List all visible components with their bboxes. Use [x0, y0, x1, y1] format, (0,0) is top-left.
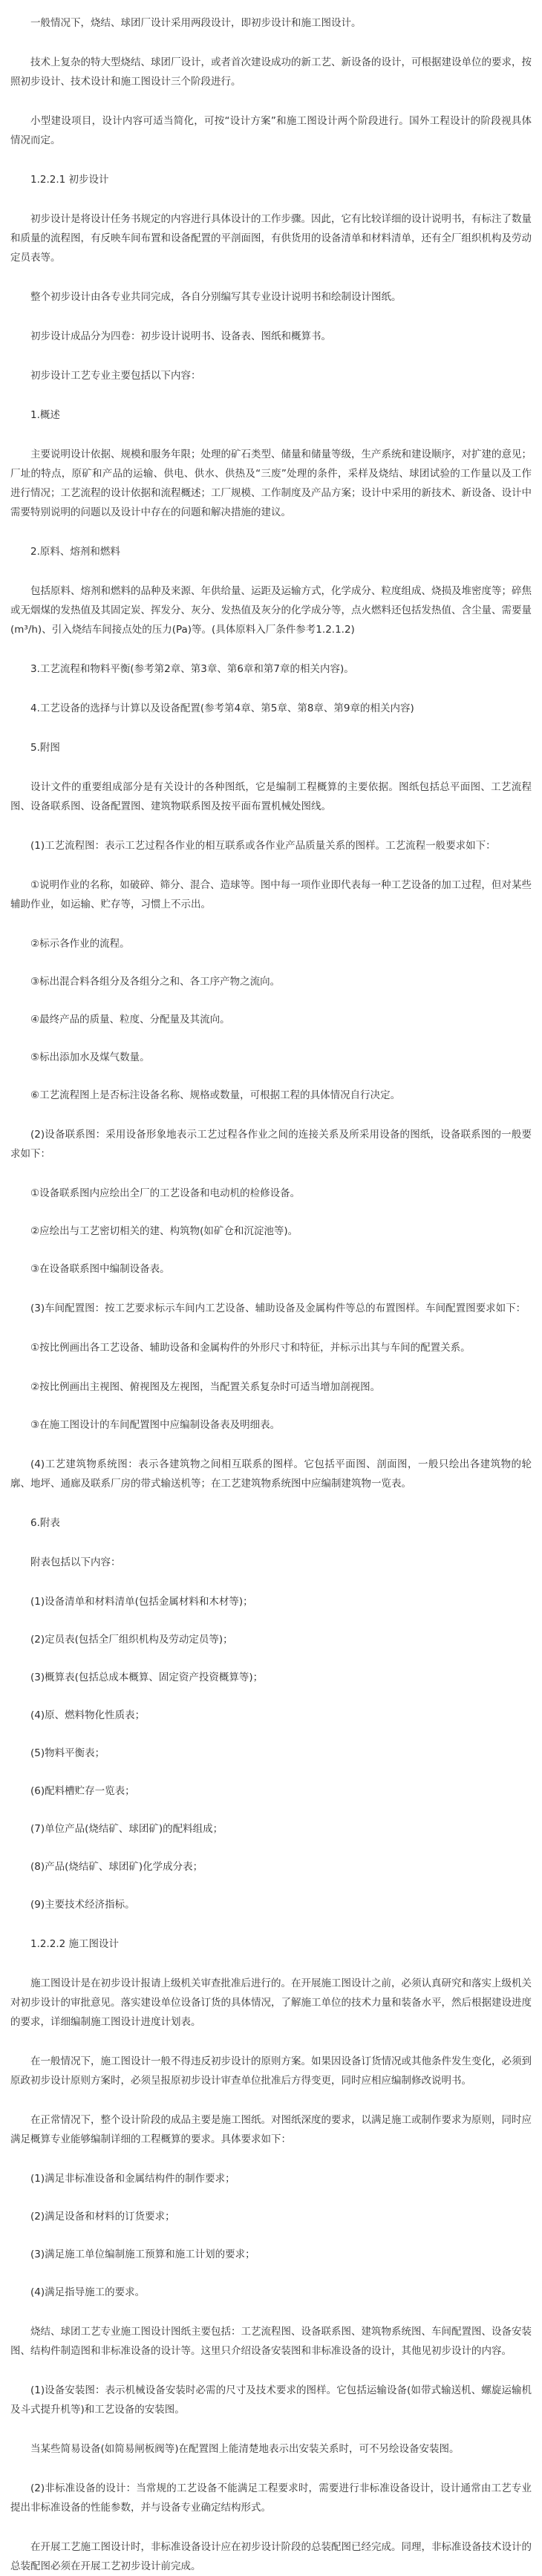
list-item-flowsheet-4: ④最终产品的质量、粒度、分配量及其流向。 — [30, 1014, 230, 1025]
list-item-flowsheet-1: ①说明作业的名称，如破碎、筛分、混合、造球等。图中每一项作业即代表每一种工艺设备的加工过程，但对某些辅助作业，如运输、贮存等，习惯上不示出。 — [10, 879, 532, 910]
list-item-layout-1: ①按比例画出各工艺设备、辅助设备和金属构件的外形尺寸和特征，并标示出其与车间的配置关系。 — [30, 1342, 471, 1354]
paragraph-small-projects: 小型建设项目，设计内容可适当简化，可按“设计方案”和施工图设计两个阶段进行。国外工程设计的阶段视具体情况而定。 — [10, 115, 532, 146]
paragraph-appendix-intro: 附表包括以下内容： — [30, 1556, 121, 1568]
paragraph-three-stage: 技术上复杂的特大型烧结、球团厂设计，或者首次建设成功的新工艺、新设备的设计，可根据建设单位的要求，按照初步设计、技术设计和施工图设计三个阶段进行。 — [10, 56, 532, 88]
list-item-flowsheet-2: ②标示各作业的流程。 — [30, 938, 130, 950]
paragraph-construction-intro: 施工图设计是在初步设计报请上级机关审查批准后进行的。在开展施工图设计之前，必须认真研究和落实上级机关对初步设计的审批意见。落实建设单位设备订货的具体情况，了解施工单位的技术力量和装备水平，然后根据建设进度的要求，详细编制施工图设计进度计划表。 — [10, 1977, 532, 2028]
list-item-flowsheet-3: ③标出混合料各组分及各组分之和、各工序产物之流向。 — [30, 976, 281, 988]
paragraph-overview: 主要说明设计依据、规模和服务年限；处理的矿石类型、储量和储量等级，生产系统和建设顺序，对扩建的意见；厂址的特点，原矿和产品的运输、供电、供水、供热及“三废”处理的条件，采样及烧结、球团试验的工作量以及工作进行情况；工艺流程的设计依据和流程概述；工厂规模、工作制度及产品方案；设计中采用的新技术、新设备、设计中需要特别说明的问题以及设计中存在的问题和解决措施的建议。 — [10, 449, 532, 518]
paragraph-equipment-diagram: (2)设备联系图：采用设备形象地表示工艺过程各作业之间的连接关系及所采用设备的图纸，设备联系图的一般要求如下： — [10, 1129, 532, 1160]
subheading-drawings: 5.附图 — [30, 742, 60, 754]
list-item-equipment-2: ②应绘出与工艺密切相关的建、构筑物(如矿仓和沉淀池等)。 — [30, 1225, 298, 1237]
paragraph-construction-changes: 在一般情况下，施工图设计一般不得违反初步设计的原则方案。如果因设备订货情况或其他条件发生变化，必须到原政初步设计原则方案时，必须呈报原初步设计审查单位批准后方得变更，同时应相应编制修改说明书。 — [10, 2055, 532, 2087]
list-item-requirement-2: (2)满足设备和材料的订货要求； — [30, 2211, 175, 2223]
paragraph-preliminary-definition: 初步设计是将设计任务书规定的内容进行具体设计的工作步骤。因此，它有比较详细的设计说明书，有标注了数量和质量的流程图，有反映车间布置和设备配置的平剖面图，有供货用的设备清单和材料清单，还有全厂组织机构及劳动定员表等。 — [10, 213, 532, 264]
paragraph-design-stages: 一般情况下，烧结、球团厂设计采用两段设计，即初步设计和施工图设计。 — [30, 17, 362, 29]
list-item-appendix-1: (1)设备清单和材料清单(包括金属材料和木材等)； — [30, 1596, 253, 1608]
paragraph-drawings-intro: 设计文件的重要组成部分是有关设计的各种图纸，它是编制工程概算的主要依据。图纸包括总平面图、工艺流程图、设备联系图、设备配置图、建筑物联系图及按平面布置机械处图线。 — [10, 781, 532, 812]
paragraph-layout-drawing: (3)车间配置图：按工艺要求标示车间内工艺设备、辅助设备及金属构件等总的布置图样。车间配置图要求如下： — [30, 1302, 526, 1314]
list-item-appendix-8: (8)产品(烧结矿、球团矿)化学成分表； — [30, 1861, 203, 1873]
list-item-flowsheet-6: ⑥工艺流程图上是否标注设备名称、规格或数量，可根据工程的具体情况自行决定。 — [30, 1089, 401, 1101]
subheading-equipment-selection: 4.工艺设备的选择与计算以及设备配置(参考第4章、第5章、第8章、第9章的相关内容) — [30, 702, 414, 714]
paragraph-nonstandard-equipment: (2)非标准设备的设计：当常规的工艺设备不能满足工程要求时，需要进行非标准设备设计，设计通常由工艺专业提出非标准设备的性能参数，并与设备专业确定结构形式。 — [10, 2482, 532, 2514]
subheading-process-flow: 3.工艺流程和物料平衡(参考第2章、第3章、第6章和第7章的相关内容)。 — [30, 663, 354, 675]
paragraph-preliminary-volumes: 初步设计成品分为四卷：初步设计说明书、设备表、图纸和概算书。 — [30, 330, 331, 342]
paragraph-construction-drawings: 烧结、球团工艺专业施工图设计图纸主要包括：工艺流程图、设备联系图、建筑物系统图、车间配置图、设备安装图、结构件制造图和非标准设备的设计等。这里只介绍设备安装图和非标准设备的设计，其他见初步设计的内容。 — [10, 2326, 532, 2357]
paragraph-raw-materials: 包括原料、熔剂和燃料的品种及来源、年供给量、运距及运输方式，化学成分、粒度组成、烧损及堆密度等；碎焦或无烟煤的发热值及其固定炭、挥发分、灰分、发热值及灰分的化学成分等，点火燃料还包括发热值、含尘量、需要量(m³/h)、引入烧结车间接点处的压力(Pa)等。(具体原料入厂条件参考1.2.1.2) — [10, 585, 532, 636]
paragraph-simple-equipment: 当某些简易设备(如简易闸板阀等)在配置图上能清楚地表示出安装关系时，可不另绘设备安装图。 — [30, 2443, 460, 2455]
section-heading-preliminary-design: 1.2.2.1 初步设计 — [30, 174, 109, 186]
list-item-equipment-3: ③在设备联系图中编制设备表。 — [30, 1263, 170, 1275]
subheading-raw-materials: 2.原料、熔剂和燃料 — [30, 546, 120, 558]
list-item-appendix-4: (4)原、燃料物化性质表； — [30, 1709, 146, 1721]
list-item-appendix-9: (9)主要技术经济指标。 — [30, 1899, 135, 1911]
paragraph-preliminary-specialties: 整个初步设计由各专业共同完成，各自分别编写其专业设计说明书和绘制设计图纸。 — [30, 291, 402, 303]
section-heading-construction-drawing: 1.2.2.2 施工图设计 — [30, 1938, 120, 1950]
list-item-layout-2: ②按比例画出主视图、俯视图及左视图，当配置关系复杂时可适当增加剖视图。 — [30, 1381, 381, 1393]
subheading-overview: 1.概述 — [30, 409, 60, 421]
list-item-requirement-1: (1)满足非标准设备和金属结构件的制作要求； — [30, 2173, 235, 2185]
paragraph-building-system: (4)工艺建筑物系统图：表示各建筑物之间相互联系的图样。它包括平面图、剖面图，一般只绘出各建筑物的轮廓、地坪、通廊及联系厂房的带式输送机等；在工艺建筑物系统图中应编制建筑物一览表。 — [10, 1458, 532, 1490]
paragraph-flowsheet: (1)工艺流程图：表示工艺过程各作业的相互联系或各作业产品质量关系的图样。工艺流程一般要求如下： — [30, 840, 496, 852]
list-item-appendix-3: (3)概算表(包括总成本概算、固定资产投资概算等)； — [30, 1672, 264, 1683]
list-item-flowsheet-5: ⑤标出添加水及煤气数量。 — [30, 1051, 150, 1063]
list-item-layout-3: ③在施工图设计的车间配置图中应编制设备表及明细表。 — [30, 1419, 281, 1431]
paragraph-installation-drawing: (1)设备安装图：表示机械设备安装时必需的尺寸及技术要求的图样。它包括运输设备(如带式输送机、螺旋运输机及斗式提升机等)和工艺设备的安装图。 — [10, 2384, 532, 2416]
list-item-appendix-5: (5)物料平衡表； — [30, 1747, 105, 1759]
list-item-appendix-6: (6)配料槽贮存一览表； — [30, 1785, 135, 1797]
list-item-requirement-4: (4)满足指导施工的要求。 — [30, 2286, 146, 2298]
subheading-appendix-tables: 6.附表 — [30, 1517, 60, 1529]
list-item-requirement-3: (3)满足施工单位编制施工预算和施工计划的要求； — [30, 2249, 255, 2260]
paragraph-construction-requirements: 在正常情况下，整个设计阶段的成品主要是施工图纸。对图纸深度的要求，以满足施工或制作要求为原则，同时应满足概算专业能够编制详细的工程概算的要求。具体要求如下： — [10, 2114, 532, 2145]
list-item-equipment-1: ①设备联系图内应绘出全厂的工艺设备和电动机的检修设备。 — [30, 1187, 301, 1199]
paragraph-final-note: 在开展工艺施工图设计时，非标准设备设计应在初步设计阶段的总装配图已经完成。同理，非标准设备技术设计的总装配图必须在开展工艺初步设计前完成。 — [10, 2541, 532, 2572]
list-item-appendix-2: (2)定员表(包括全厂组织机构及劳动定员等)； — [30, 1634, 233, 1646]
paragraph-process-contents-intro: 初步设计工艺专业主要包括以下内容： — [30, 370, 201, 382]
list-item-appendix-7: (7)单位产品(烧结矿、球团矿)的配料组成； — [30, 1823, 223, 1835]
